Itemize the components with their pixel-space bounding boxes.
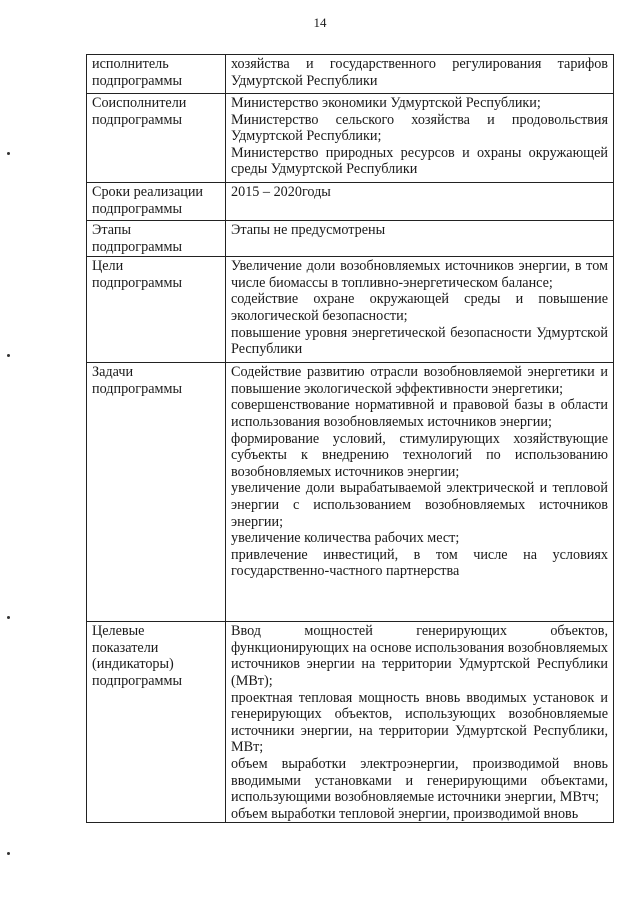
row-content xyxy=(226,363,614,622)
row-content-paragraph: формирование условий, стимулирующих хозяйствующие субъекты к внедрению технологий по использованию возобновляемых источников энергии; xyxy=(231,430,608,480)
row-content xyxy=(226,221,614,257)
row-content xyxy=(226,55,614,94)
row-content-paragraph: Этапы не предусмотрены xyxy=(231,222,386,238)
subprogram-passport-table xyxy=(86,54,614,823)
table-row-terms xyxy=(87,183,614,221)
row-label-line: Соисполнители xyxy=(92,95,187,111)
margin-dot xyxy=(7,354,10,357)
row-content-paragraph: содействие охране окружающей среды и повышение экологической безопасности; xyxy=(231,291,608,324)
row-label-line: подпрограммы xyxy=(92,380,182,397)
margin-dot xyxy=(7,616,10,619)
table-row-co-executors xyxy=(87,94,614,183)
row-content-paragraph: привлечение инвестиций, в том числе на условиях государственно-частного партнерства xyxy=(231,546,608,580)
row-label-line: подпрограммы xyxy=(92,672,182,689)
row-content-paragraph: хозяйства и государственного регулирования тарифов Удмуртской Республики xyxy=(231,56,608,89)
row-label-line: показатели xyxy=(92,639,159,656)
row-label-line: исполнитель xyxy=(92,56,169,72)
table-row-indicators xyxy=(87,622,614,823)
row-content-paragraph: Министерство экономики Удмуртской Республики; xyxy=(231,95,541,111)
table-row-tasks xyxy=(87,363,614,622)
row-content-paragraph: Министерство природных ресурсов и охраны окружающей среды Удмуртской Республики xyxy=(231,144,608,178)
row-label xyxy=(87,622,226,823)
row-label-line: Целевые xyxy=(92,623,145,640)
row-content-paragraph: 2015 – 2020годы xyxy=(231,184,331,200)
table-row-executor xyxy=(87,55,614,94)
row-content-paragraph: Министерство сельского хозяйства и продовольствия Удмуртской Республики; xyxy=(231,111,608,145)
row-label-line: Цели xyxy=(92,258,124,275)
row-content-paragraph: Ввод мощностей генерирующих объектов, функционирующих на основе использования возобновляемых источников энергии на территории Удмуртской Республики (МВт); xyxy=(231,623,608,689)
row-label-line: Задачи xyxy=(92,364,134,381)
row-content-paragraph: повышение уровня энергетической безопасности Удмуртской Республики xyxy=(231,324,608,358)
row-label-line: подпрограммы xyxy=(92,200,182,217)
row-content xyxy=(226,622,614,823)
row-content xyxy=(226,257,614,363)
row-label-line: подпрограммы xyxy=(92,238,182,255)
row-label xyxy=(87,94,226,183)
row-label xyxy=(87,363,226,622)
page-number: 14 xyxy=(313,15,327,30)
row-content-paragraph: Увеличение доли возобновляемых источников энергии, в том числе биомассы в топливно-энергетическом балансе; xyxy=(231,258,608,291)
row-label-line: (индикаторы) xyxy=(92,656,174,673)
table-row-goals xyxy=(87,257,614,363)
row-content-paragraph: увеличение количества рабочих мест; xyxy=(231,530,460,547)
row-content xyxy=(226,183,614,221)
row-content xyxy=(226,94,614,183)
row-label xyxy=(87,55,226,94)
row-content-paragraph: совершенствование нормативной и правовой базы в области использования возобновляемых источников энергии; xyxy=(231,397,608,430)
row-label-line: подпрограммы xyxy=(92,72,182,89)
row-label xyxy=(87,257,226,363)
table-row-stages xyxy=(87,221,614,257)
row-label xyxy=(87,183,226,221)
row-content-paragraph: увеличение доли вырабатываемой электрической и тепловой энергии с использованием возобновляемых источников энергии; xyxy=(231,480,608,530)
row-content-paragraph: объем выработки электроэнергии, производимой вновь вводимыми установками и генерирующими объектами, использующими возобновляемые источники энергии, МВтч; xyxy=(231,755,608,806)
row-label-line: подпрограммы xyxy=(92,111,182,128)
row-content-paragraph: Содействие развитию отрасли возобновляемой энергетики и повышение экологической эффективности энергетики; xyxy=(231,364,608,397)
margin-dot xyxy=(7,152,10,155)
row-label-line: подпрограммы xyxy=(92,274,182,291)
margin-dot xyxy=(7,852,10,855)
row-label-line: Этапы xyxy=(92,222,131,238)
row-content-paragraph: объем выработки тепловой энергии, производимой вновь xyxy=(231,805,579,822)
row-label-line: Сроки реализации xyxy=(92,184,204,200)
row-label xyxy=(87,221,226,257)
row-content-paragraph: проектная тепловая мощность вновь вводимых установок и генерирующих объектов, использующих возобновляемые источники энергии, на территории Удмуртской Республики, МВт; xyxy=(231,689,608,756)
